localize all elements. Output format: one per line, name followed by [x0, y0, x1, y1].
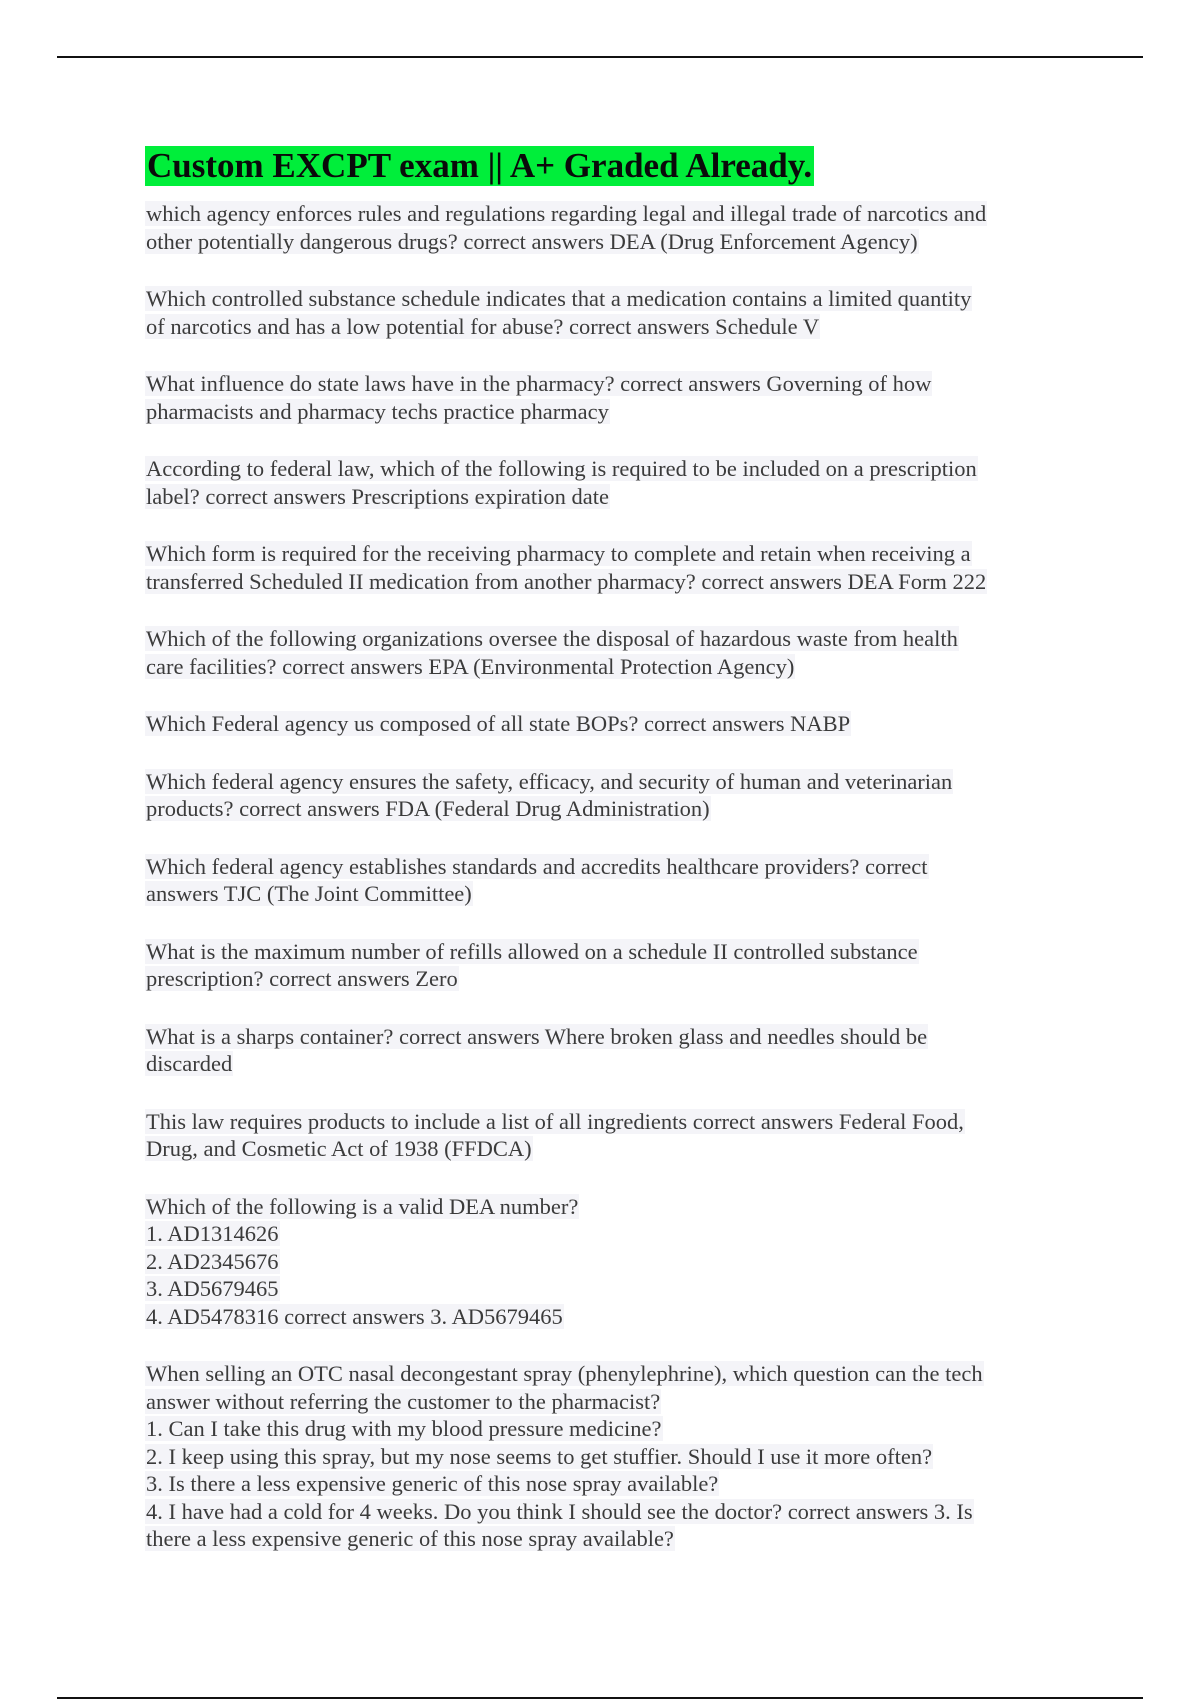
question-line	[145, 1248, 1075, 1276]
document-title: Custom EXCPT exam || A+ Graded Already.	[147, 146, 813, 185]
question-item	[145, 540, 1075, 595]
question-item	[145, 455, 1075, 510]
question-line-text: 2. AD2345676	[146, 1248, 279, 1274]
question-line	[145, 1303, 1075, 1331]
question-line-text: answer without referring the customer to the pharmacist?	[146, 1388, 661, 1414]
question-line	[145, 653, 1075, 681]
question-line-text: transferred Scheduled II medication from another pharmacy? correct answers DEA Form 222	[146, 568, 987, 594]
question-line	[145, 568, 1075, 596]
question-line-text: other potentially dangerous drugs? correct answers DEA (Drug Enforcement Agency)	[146, 228, 918, 254]
question-line	[145, 455, 1075, 483]
question-line-text: answers TJC (The Joint Committee)	[146, 881, 472, 906]
question-line	[145, 398, 1075, 426]
question-item	[145, 370, 1075, 425]
question-line	[145, 795, 1075, 823]
question-line	[145, 285, 1075, 313]
question-line	[145, 200, 1075, 228]
question-line-text: Which of the following is a valid DEA number?	[146, 1193, 579, 1219]
question-line-text: 3. Is there a less expensive generic of this nose spray available?	[146, 1471, 719, 1496]
question-line-text: When selling an OTC nasal decongestant spray (phenylephrine), which question can the tech	[146, 1361, 983, 1386]
footer-rule	[57, 1697, 1143, 1699]
question-item	[145, 768, 1075, 823]
question-line	[145, 880, 1075, 908]
question-line	[145, 370, 1075, 398]
question-line	[145, 853, 1075, 881]
question-line-text: 1. AD1314626	[146, 1221, 279, 1246]
question-line-text: 4. I have had a cold for 4 weeks. Do you think I should see the doctor? correct answers 3. Is	[146, 1498, 973, 1524]
question-line-text: Which controlled substance schedule indicates that a medication contains a limited quantity	[146, 286, 972, 311]
question-list	[145, 200, 1075, 1553]
question-item	[145, 625, 1075, 680]
question-line-text: What is a sharps container? correct answers Where broken glass and needles should be	[146, 1023, 928, 1049]
question-line-text: This law requires products to include a list of all ingredients correct answers Federal Food,	[146, 1108, 964, 1134]
question-line-text: What influence do state laws have in the pharmacy? correct answers Governing of how	[146, 371, 932, 396]
question-line-text: According to federal law, which of the following is required to be included on a prescription	[146, 456, 977, 481]
question-line-text: of narcotics and has a low potential for abuse? correct answers Schedule V	[146, 313, 820, 339]
question-line	[145, 228, 1075, 256]
question-line	[145, 1415, 1075, 1443]
question-line-text: Which federal agency establishes standards and accredits healthcare providers? correct	[146, 853, 928, 879]
question-line	[145, 1498, 1075, 1526]
question-line-text: 1. Can I take this drug with my blood pressure medicine?	[146, 1416, 662, 1441]
question-line-text: Which federal agency ensures the safety, efficacy, and security of human and veterinarian	[146, 768, 953, 794]
question-line	[145, 1360, 1075, 1388]
question-line-text: 3. AD5679465	[146, 1276, 279, 1301]
question-item	[145, 200, 1075, 255]
question-line	[145, 1525, 1075, 1553]
question-item	[145, 710, 1075, 738]
question-line-text: Which of the following organizations oversee the disposal of hazardous waste from health	[146, 626, 958, 651]
question-item	[145, 285, 1075, 340]
question-line	[145, 313, 1075, 341]
question-line	[145, 483, 1075, 511]
question-line	[145, 768, 1075, 796]
question-line-text: Drug, and Cosmetic Act of 1938 (FFDCA)	[146, 1136, 532, 1161]
question-line	[145, 710, 1075, 738]
question-item	[145, 1023, 1075, 1078]
question-line	[145, 1108, 1075, 1136]
question-line	[145, 625, 1075, 653]
question-line-text: there a less expensive generic of this nose spray available?	[146, 1526, 674, 1551]
question-line-text: Which form is required for the receiving pharmacy to complete and retain when receiving a	[146, 541, 971, 566]
question-item	[145, 853, 1075, 908]
question-line	[145, 1220, 1075, 1248]
question-line	[145, 1443, 1075, 1471]
question-line	[145, 540, 1075, 568]
question-line-text: What is the maximum number of refills allowed on a schedule II controlled substance	[146, 938, 918, 964]
question-line	[145, 1135, 1075, 1163]
question-line-text: products? correct answers FDA (Federal Drug Administration)	[146, 796, 710, 821]
question-line-text: 4. AD5478316 correct answers 3. AD5679465	[146, 1303, 563, 1329]
question-line	[145, 1470, 1075, 1498]
question-line-text: discarded	[146, 1051, 233, 1076]
question-item	[145, 1360, 1075, 1553]
question-line	[145, 1388, 1075, 1416]
question-line-text: care facilities? correct answers EPA (Environmental Protection Agency)	[146, 653, 795, 679]
question-line	[145, 938, 1075, 966]
question-line-text: which agency enforces rules and regulations regarding legal and illegal trade of narcotics and	[146, 201, 987, 226]
document-body	[145, 146, 1075, 1583]
question-line	[145, 1023, 1075, 1051]
question-line	[145, 1193, 1075, 1221]
question-line	[145, 965, 1075, 993]
question-line-text: label? correct answers Prescriptions expiration date	[146, 483, 609, 509]
question-line-text: Which Federal agency us composed of all state BOPs? correct answers NABP	[146, 711, 851, 736]
question-item	[145, 1108, 1075, 1163]
question-item	[145, 1193, 1075, 1331]
question-line-text: prescription? correct answers Zero	[146, 966, 458, 991]
question-line	[145, 1275, 1075, 1303]
header-rule	[57, 56, 1143, 58]
question-line	[145, 1050, 1075, 1078]
question-line-text: 2. I keep using this spray, but my nose seems to get stuffier. Should I use it more often?	[146, 1443, 933, 1469]
question-item	[145, 938, 1075, 993]
question-line-text: pharmacists and pharmacy techs practice pharmacy	[146, 398, 609, 424]
